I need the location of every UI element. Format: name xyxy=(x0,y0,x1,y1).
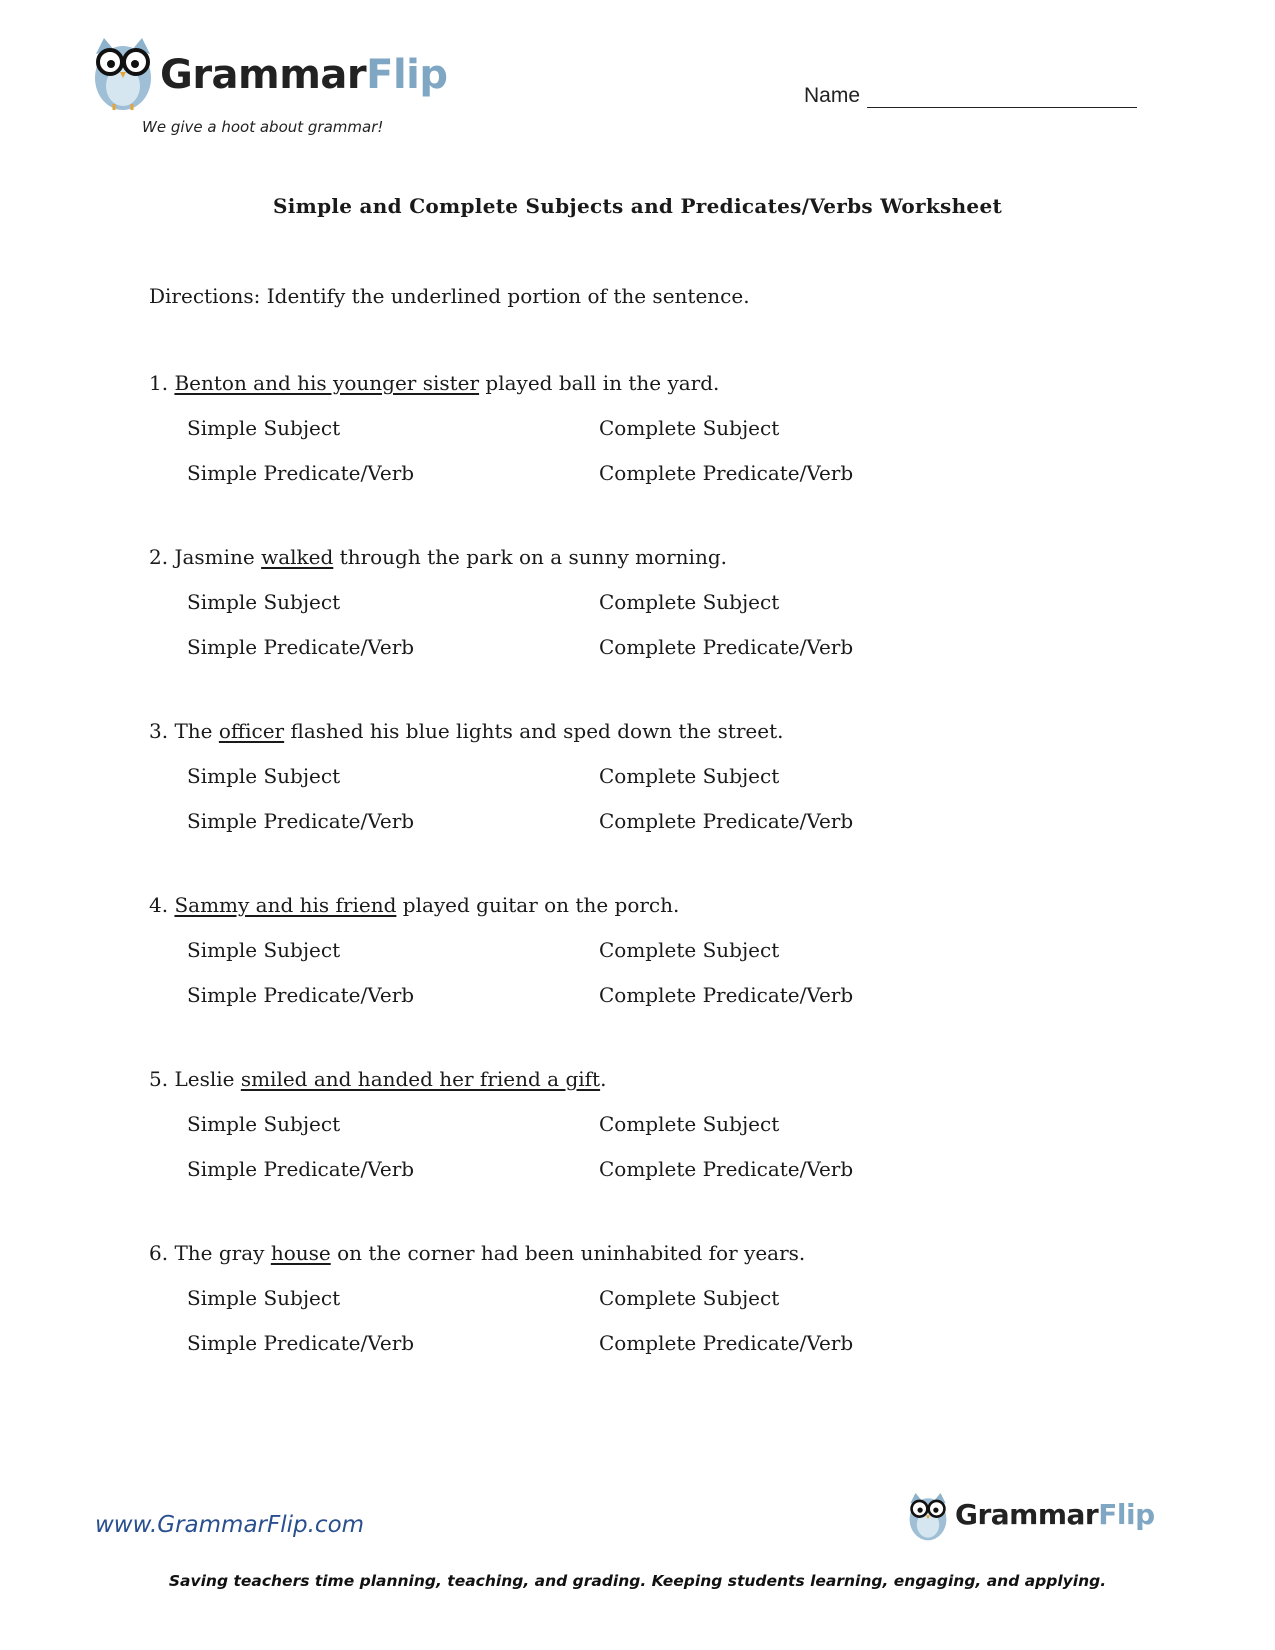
option-complete-predicate[interactable]: Complete Predicate/Verb xyxy=(599,635,854,659)
sentence-after: flashed his blue lights and sped down the street. xyxy=(284,719,784,743)
sentence-before: The xyxy=(174,719,219,743)
question-2 xyxy=(149,545,1149,659)
option-simple-subject[interactable]: Simple Subject xyxy=(187,1112,341,1136)
sentence-before: Leslie xyxy=(174,1067,241,1091)
owl-icon xyxy=(905,1488,951,1544)
question-number: 1. xyxy=(149,371,175,395)
owl-icon xyxy=(88,34,158,112)
option-simple-predicate[interactable]: Simple Predicate/Verb xyxy=(187,1331,415,1355)
brand-name-dark: Grammar xyxy=(160,52,367,98)
question-number: 3. xyxy=(149,719,175,743)
brand-name xyxy=(160,52,448,98)
option-complete-predicate[interactable]: Complete Predicate/Verb xyxy=(599,1331,854,1355)
footer-brand-name xyxy=(955,1498,1155,1531)
underlined-portion: house xyxy=(270,1241,331,1265)
option-complete-subject[interactable]: Complete Subject xyxy=(599,1112,780,1136)
footer-logo xyxy=(905,1488,1165,1558)
question-sentence xyxy=(149,893,1149,919)
question-sentence xyxy=(149,719,1149,745)
option-simple-predicate[interactable]: Simple Predicate/Verb xyxy=(187,635,415,659)
name-label: Name xyxy=(804,84,861,107)
option-complete-predicate[interactable]: Complete Predicate/Verb xyxy=(599,1157,854,1181)
brand-name-dark: Grammar xyxy=(955,1498,1099,1531)
option-complete-subject[interactable]: Complete Subject xyxy=(599,1286,780,1310)
sentence-after: played guitar on the porch. xyxy=(396,893,680,917)
question-number: 2. xyxy=(149,545,175,569)
brand-name-light: Flip xyxy=(1098,1498,1155,1531)
sentence-after: through the park on a sunny morning. xyxy=(333,545,727,569)
tagline: We give a hoot about grammar! xyxy=(142,118,384,136)
question-sentence xyxy=(149,371,1149,397)
option-simple-subject[interactable]: Simple Subject xyxy=(187,764,341,788)
option-complete-subject[interactable]: Complete Subject xyxy=(599,416,780,440)
option-complete-subject[interactable]: Complete Subject xyxy=(599,764,780,788)
option-complete-subject[interactable]: Complete Subject xyxy=(599,938,780,962)
option-simple-subject[interactable]: Simple Subject xyxy=(187,938,341,962)
option-complete-predicate[interactable]: Complete Predicate/Verb xyxy=(599,983,854,1007)
question-6 xyxy=(149,1241,1149,1355)
question-1 xyxy=(149,371,1149,485)
option-simple-predicate[interactable]: Simple Predicate/Verb xyxy=(187,461,415,485)
underlined-portion: smiled and handed her friend a gift xyxy=(240,1067,601,1091)
question-number: 6. xyxy=(149,1241,175,1265)
grammarflip-logo xyxy=(88,34,448,144)
underlined-portion: Sammy and his friend xyxy=(174,893,397,917)
directions: Directions: Identify the underlined portion of the sentence. xyxy=(149,284,750,308)
worksheet-title: Simple and Complete Subjects and Predicates/Verbs Worksheet xyxy=(272,194,1003,218)
sentence-before: Jasmine xyxy=(174,545,262,569)
underlined-portion: Benton and his younger sister xyxy=(174,371,480,395)
website-link[interactable]: www.GrammarFlip.com xyxy=(95,1512,365,1538)
option-complete-subject[interactable]: Complete Subject xyxy=(599,590,780,614)
brand-name-light: Flip xyxy=(366,52,448,98)
question-number: 5. xyxy=(149,1067,175,1091)
option-simple-subject[interactable]: Simple Subject xyxy=(187,590,341,614)
option-simple-subject[interactable]: Simple Subject xyxy=(187,1286,341,1310)
sentence-after: played ball in the yard. xyxy=(479,371,720,395)
sentence-after: . xyxy=(600,1067,607,1091)
underlined-portion: walked xyxy=(261,545,334,569)
question-4 xyxy=(149,893,1149,1007)
question-sentence xyxy=(149,1241,1149,1267)
sentence-after: on the corner had been uninhabited for years. xyxy=(330,1241,806,1265)
name-input-line[interactable] xyxy=(867,107,1137,108)
option-simple-predicate[interactable]: Simple Predicate/Verb xyxy=(187,1157,415,1181)
option-simple-predicate[interactable]: Simple Predicate/Verb xyxy=(187,809,415,833)
sentence-before: The gray xyxy=(174,1241,271,1265)
question-3 xyxy=(149,719,1149,833)
option-simple-predicate[interactable]: Simple Predicate/Verb xyxy=(187,983,415,1007)
option-complete-predicate[interactable]: Complete Predicate/Verb xyxy=(599,809,854,833)
question-sentence xyxy=(149,545,1149,571)
underlined-portion: officer xyxy=(218,719,285,743)
footer-slogan: Saving teachers time planning, teaching, and grading. Keeping students learning, engaging, and applying. xyxy=(168,1572,1107,1590)
question-number: 4. xyxy=(149,893,175,917)
question-5 xyxy=(149,1067,1149,1181)
option-simple-subject[interactable]: Simple Subject xyxy=(187,416,341,440)
question-sentence xyxy=(149,1067,1149,1093)
option-complete-predicate[interactable]: Complete Predicate/Verb xyxy=(599,461,854,485)
